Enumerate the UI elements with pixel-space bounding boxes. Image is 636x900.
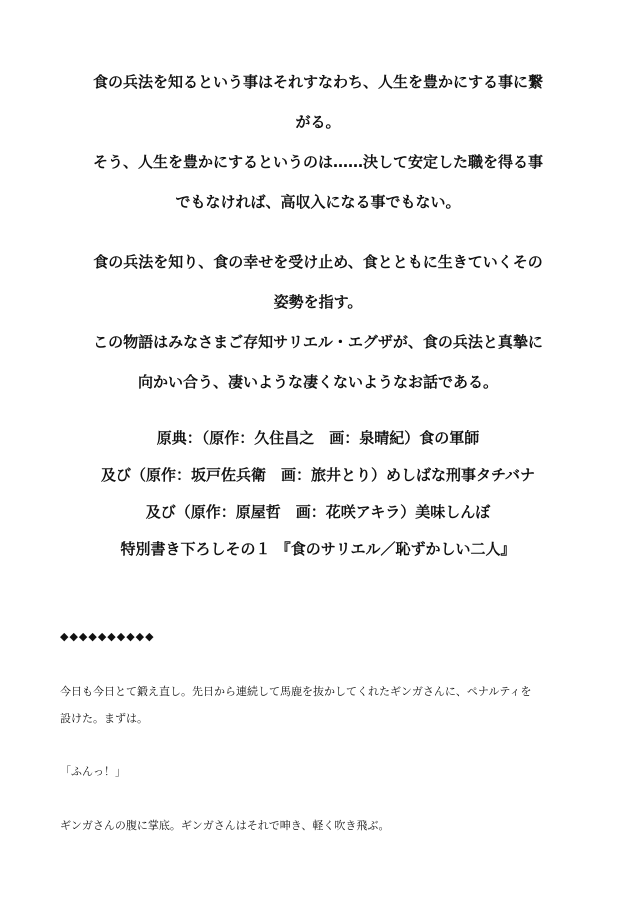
section-divider: ◆◆◆◆◆◆◆◆◆◆: [60, 630, 155, 643]
intro-line: 食の兵法を知るという事はそれすなわち、人生を豊かにする事に繋: [92, 73, 543, 91]
credit-line-oishinbo: 及び（原作：原屋哲 画：花咲アキラ）美味しんぼ: [145, 503, 491, 521]
intro-line: 姿勢を指す。: [273, 293, 363, 311]
intro-line: がる。: [295, 113, 341, 131]
story-paragraph-2: 「ふんっ！」: [60, 765, 126, 778]
credits-block: [40, 420, 596, 568]
credit-line-tachibana: 及び（原作：坂戸佐兵衛 画：旅井とり）めしばな刑事タチバナ: [100, 466, 536, 484]
intro-line: 向かい合う、凄いような凄くないようなお話である。: [137, 373, 498, 391]
intro-line: 食の兵法を知り、食の幸せを受け止め、食とともに生きていくその: [93, 253, 543, 271]
story-line: 今日も今日とて鍛え直し。先日から連続して馬鹿を抜かしてくれたギンガさんに、ペナルティを: [60, 685, 532, 698]
intro-line: そう、人生を豊かにするというのは……決して安定した職を得る事: [92, 153, 543, 171]
intro-line: でもなければ、高収入になる事でもない。: [175, 193, 461, 211]
story-line: 設けた。まずは。: [60, 712, 148, 725]
credit-line-source: 原典：（原作：久住昌之 画：泉晴紀）食の軍師: [156, 429, 480, 447]
intro-paragraph-2: [40, 242, 596, 402]
intro-paragraph-1: [40, 62, 596, 222]
intro-line: この物語はみなさまご存知サリエル・エグザが、食の兵法と真摯に: [93, 333, 543, 351]
story-paragraph-1: [60, 678, 580, 732]
story-paragraph-3: ギンガさんの腹に掌底。ギンガさんはそれで呻き、軽く吹き飛ぶ。: [60, 819, 390, 832]
credit-line-title: 特別書き下ろしその１ 『食のサリエル／恥ずかしい二人』: [120, 540, 516, 558]
